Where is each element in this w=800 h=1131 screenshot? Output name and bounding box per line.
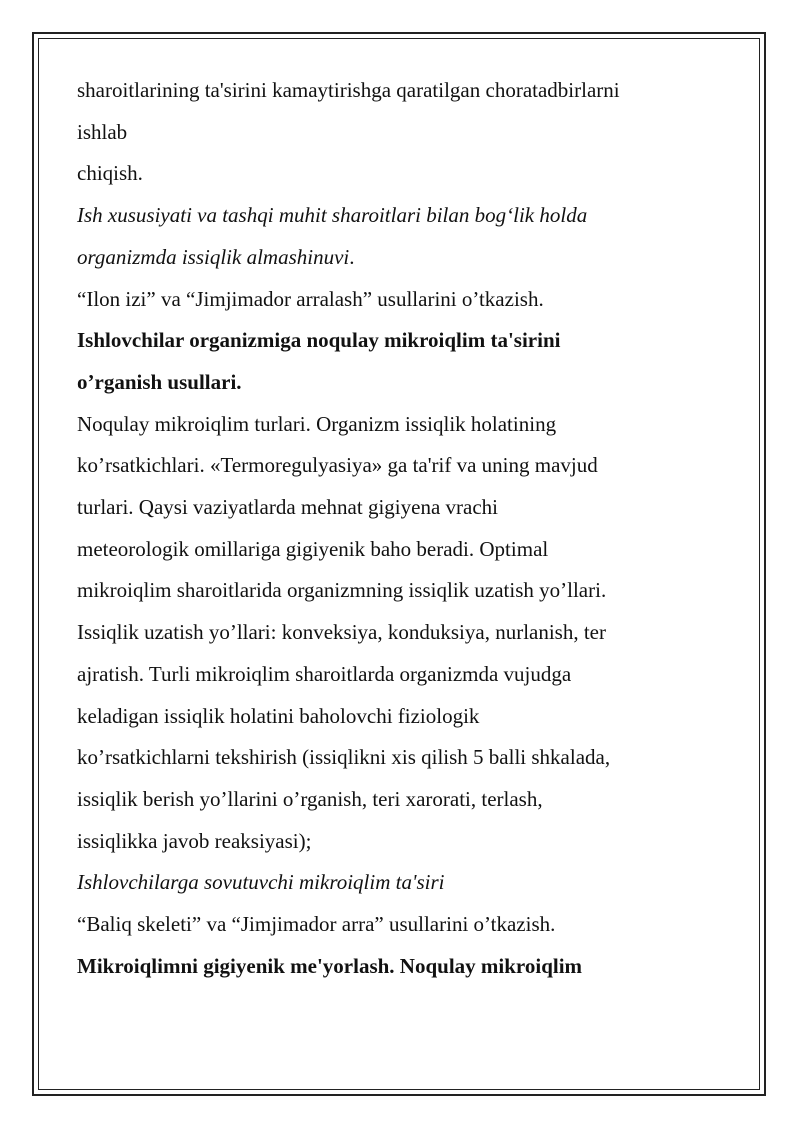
bold-heading-line: Ishlovchilar organizmiga noqulay mikroiqlim ta'sirini xyxy=(77,328,561,353)
italic-heading-line: Ish xususiyati va tashqi muhit sharoitlari bilan bog‘lik holda xyxy=(77,203,588,228)
text-line: meteorologik omillariga gigiyenik baho beradi. Optimal xyxy=(77,536,549,561)
bold-heading-line: o’rganish usullari. xyxy=(77,369,242,394)
text-line: ko’rsatkichlarni tekshirish (issiqlikni xis qilish 5 balli shkalada, xyxy=(77,745,611,770)
text-line: “Ilon izi” va “Jimjimador arralash” usullarini o’tkazish. xyxy=(77,286,544,311)
text-line: ishlab xyxy=(77,119,128,144)
text-line: issiqlikka javob reaksiyasi); xyxy=(77,828,312,853)
text-line: turlari. Qaysi vaziyatlarda mehnat gigiyena vrachi xyxy=(77,495,498,520)
text-line: ajratish. Turli mikroiqlim sharoitlarda organizmda vujudga xyxy=(77,661,572,686)
bold-heading-line: Mikroiqlimni gigiyenik me'yorlash. Noqulay mikroiqlim xyxy=(77,953,583,978)
text-line: Noqulay mikroiqlim turlari. Organizm issiqlik holatining xyxy=(77,411,557,436)
text-line: issiqlik berish yo’llarini o’rganish, teri xarorati, terlash, xyxy=(77,786,543,811)
italic-heading-line: Ishlovchilarga sovutuvchi mikroiqlim ta'siri xyxy=(77,870,445,895)
text-line: “Baliq skeleti” va “Jimjimador arra” usullarini o’tkazish. xyxy=(77,912,556,937)
text-line: ko’rsatkichlari. «Termoregulyasiya» ga ta'rif va uning mavjud xyxy=(77,453,598,478)
text-line: sharoitlarining ta'sirini kamaytirishga qaratilgan choratadbirlarni xyxy=(77,78,620,102)
document-body xyxy=(77,70,717,987)
period: . xyxy=(349,244,355,269)
italic-heading-line xyxy=(77,237,717,279)
text-line: mikroiqlim sharoitlarida organizmning issiqlik uzatish yo’llari. xyxy=(77,578,607,603)
italic-heading-text: organizmda issiqlik almashinuvi xyxy=(77,244,350,269)
text-line: chiqish. xyxy=(77,161,143,186)
text-line: keladigan issiqlik holatini baholovchi fiziologik xyxy=(77,703,480,728)
text-line: Issiqlik uzatish yo’llari: konveksiya, konduksiya, nurlanish, ter xyxy=(77,620,606,645)
